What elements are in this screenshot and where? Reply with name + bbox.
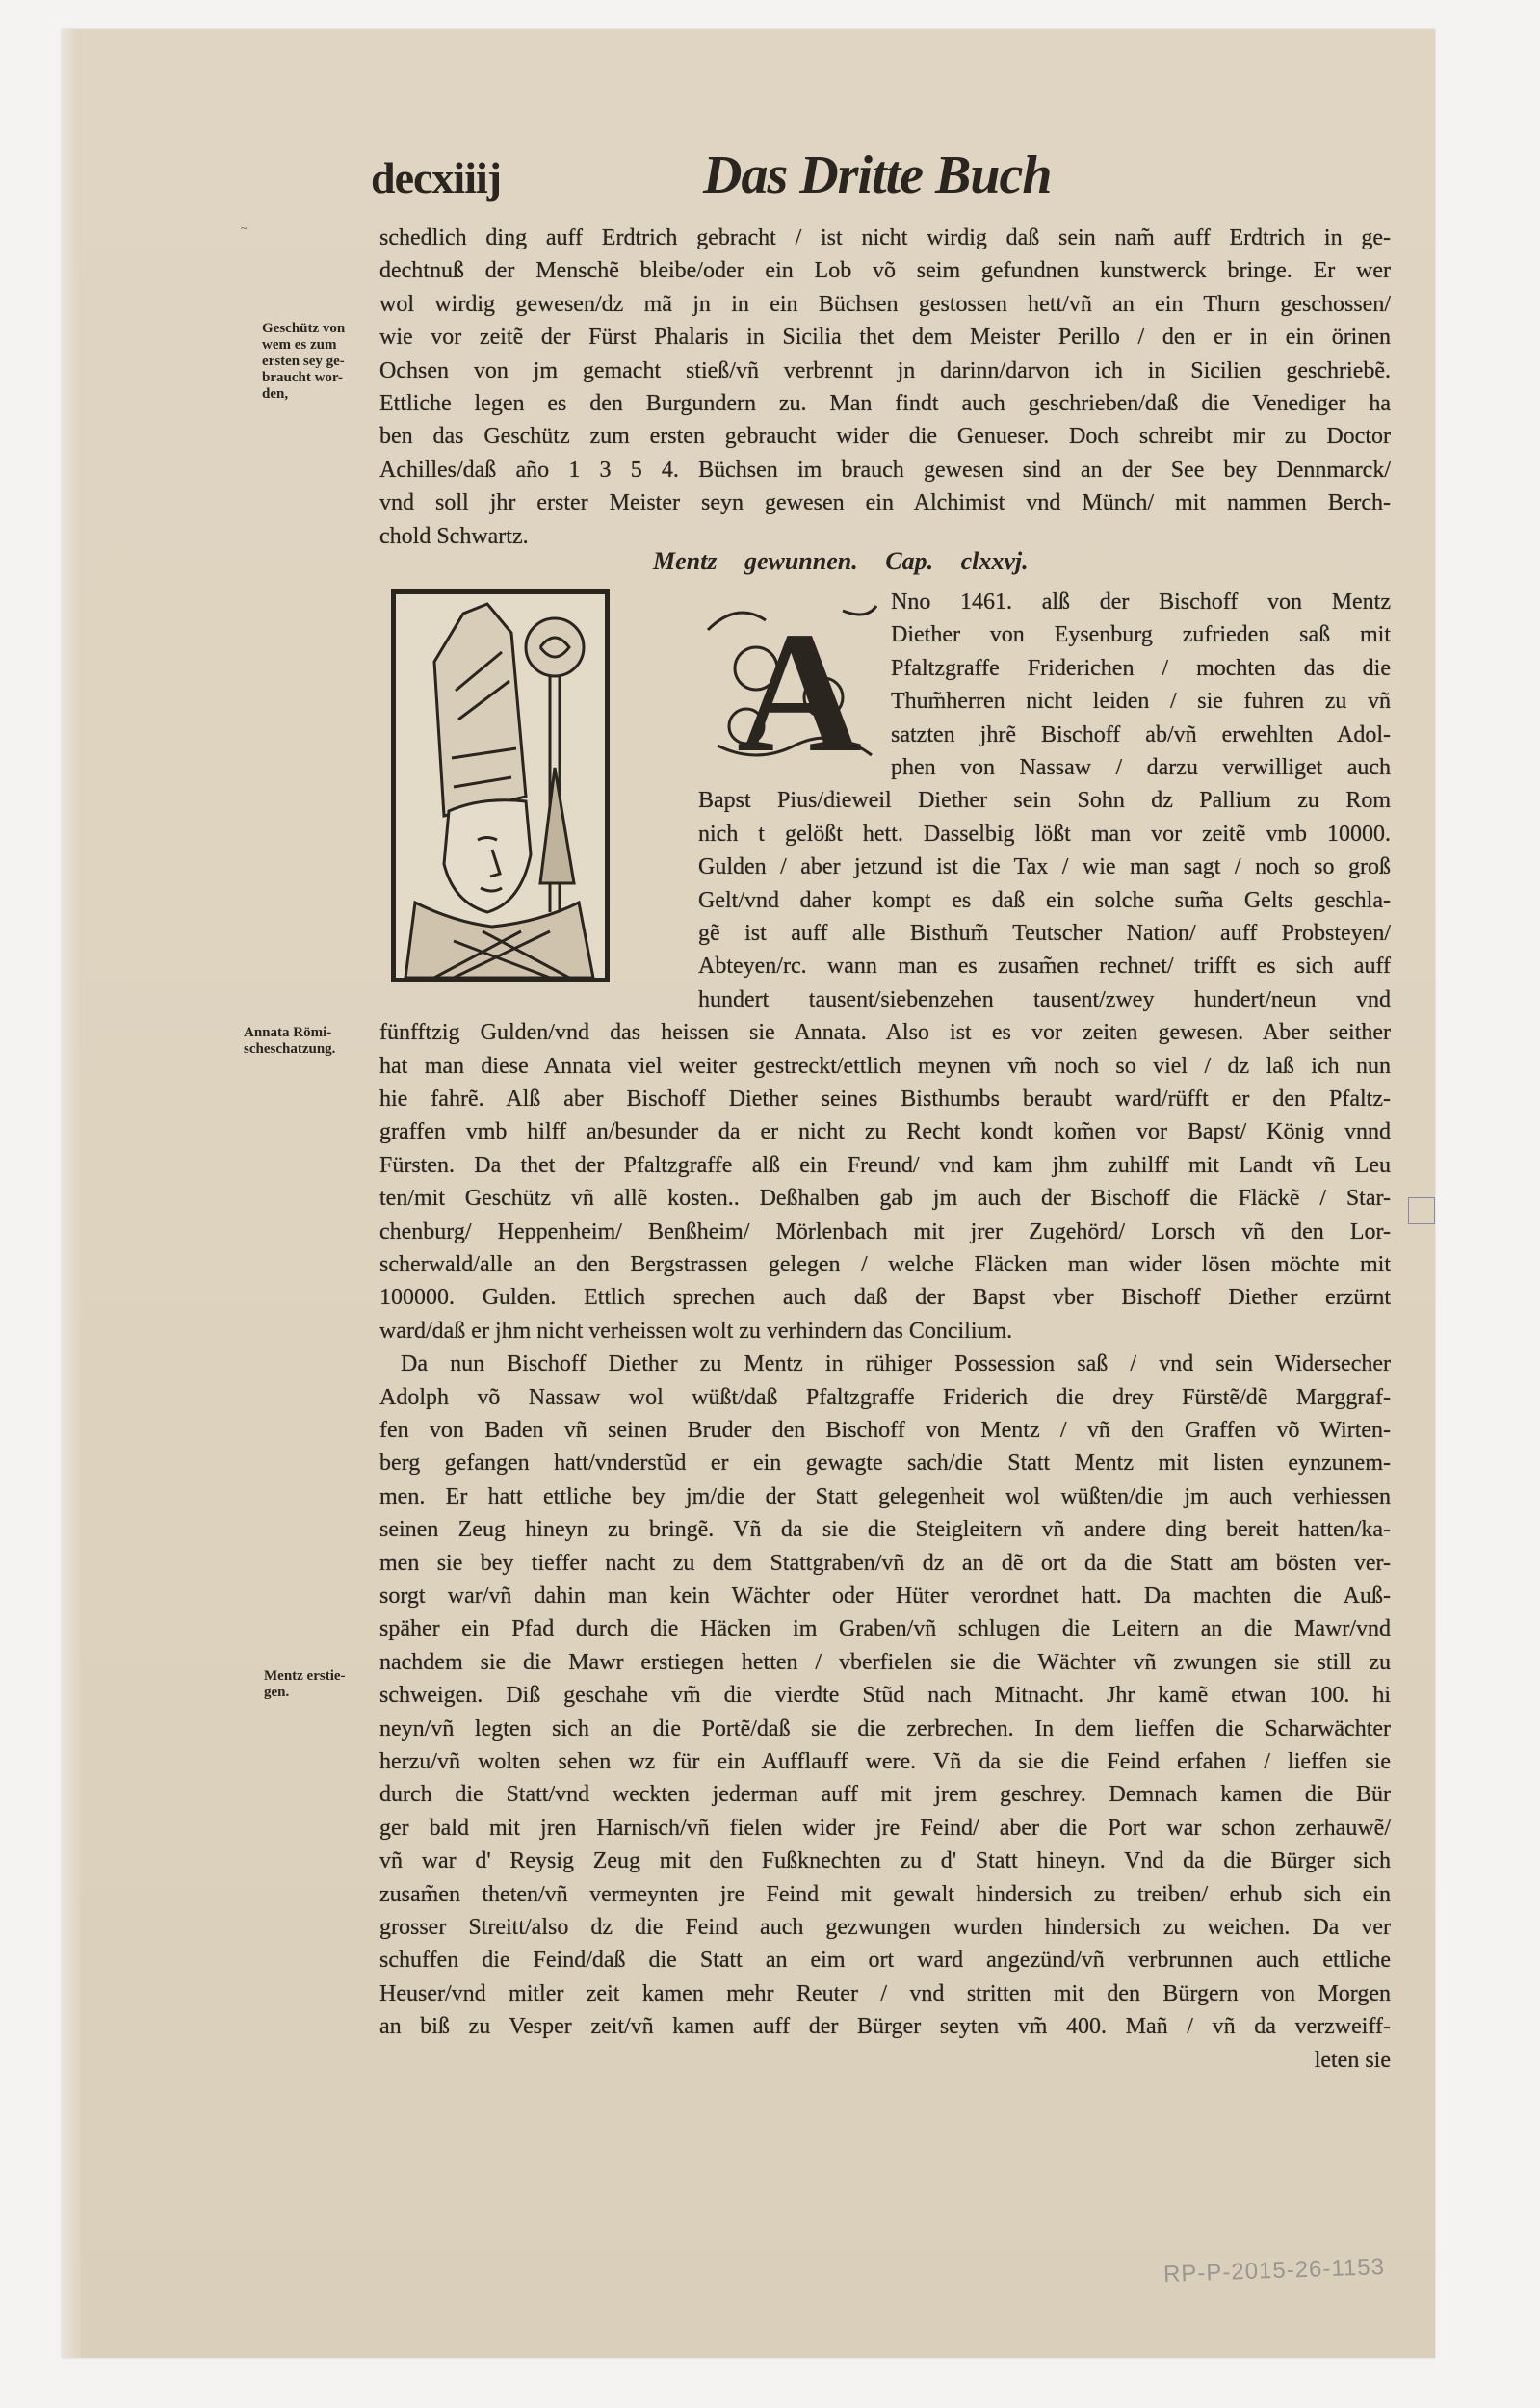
text-line: graffen vmb hilff an/besunder da er nicht zu Recht kondt kom̃en vor Bapst/ König vnnd — [379, 1119, 1391, 1145]
decorated-initial-letter — [698, 591, 883, 771]
text-line: ger bald mit jren Harnisch/vñ fielen wider jre Feind/ aber die Port war schon zerhauwẽ/ — [379, 1815, 1391, 1841]
text-line: fünfftzig Gulden/vnd das heissen sie Annata. Also ist es vor zeiten gewesen. Aber seither — [379, 1020, 1391, 1046]
text-line: Nno 1461. alß der Bischoff von Mentz — [891, 589, 1391, 615]
accession-number: RP-P-2015-26-1153 — [1162, 2253, 1386, 2289]
text-line: Abteyen/rc. wann man es zusam̃en rechnet/ trifft es sich auff — [698, 954, 1391, 980]
text-line: hundert tausent/siebenzehen tausent/zwey hundert/neun vnd — [698, 986, 1391, 1012]
page-number: decxiiij — [371, 153, 502, 202]
text-line: hat man diese Annata viel weiter gestreckt/ettlich meynen vm̃ noch so viel / dz laß ich nun — [379, 1053, 1391, 1079]
text-line: phen von Nassaw / darzu verwilliget auch — [891, 755, 1391, 780]
text-line: ward/daß er jhm nicht verheissen wolt zu verhindern das Concilium. — [379, 1318, 1013, 1344]
text-line: schweigen. Diß geschahe vm̃ die vierdte Stũd nach Mitnacht. Jhr kamẽ etwan 100. hi — [379, 1683, 1391, 1709]
margin-note-line: ersten sey ge- — [262, 353, 345, 369]
margin-note-line: scheschatzung. — [244, 1041, 336, 1057]
text-line: vnd soll jhr erster Meister seyn gewesen ein Alchimist vnd Münch/ mit nammen Berch- — [379, 490, 1391, 516]
text-line: Gulden / aber jetzund ist die Tax / wie man sagt / noch so groß — [698, 854, 1391, 880]
text-line: men sie bey tieffer nacht zu dem Stattgraben/vñ dz an dẽ ort da die Statt am bösten ver- — [379, 1550, 1391, 1576]
text-line: leten sie — [1314, 2047, 1391, 2073]
text-line: fen von Baden vñ seinen Bruder den Bischoff von Mentz / vñ den Graffen võ Wirten- — [379, 1418, 1391, 1443]
text-line: ten/mit Geschütz vñ allẽ kosten.. Deßhalben gab jm auch der Bischoff die Fläckẽ / Star- — [379, 1186, 1391, 1212]
text-line: ben das Geschütz zum ersten gebraucht wider die Genueser. Doch schreibt mir zu Doctor — [379, 424, 1391, 450]
text-line: Ochsen von jm gemacht stieß/vñ verbrennt jn darinn/darvon ich in Sicilien geschriebẽ. — [379, 357, 1391, 383]
text-line: dechtnuß der Menschẽ bleibe/oder ein Lob võ seim gefundnen kunstwerck bringe. Er wer — [379, 258, 1391, 284]
text-line: Heuser/vnd mitler zeit kamen mehr Reuter / vnd stritten mit den Bürgern von Morgen — [379, 1980, 1391, 2006]
text-line: herzu/vñ wolten sehen wz für ein Aufflauff were. Vñ da sie die Feind erfahen / lieffen sie — [379, 1749, 1391, 1774]
margin-note-line: Geschütz von — [262, 321, 346, 336]
text-line: Thum̃herren nicht leiden / sie fuhren zu vñ — [891, 689, 1391, 715]
text-line: nachdem sie die Mawr erstiegen hetten / vberfielen sie die Wächter vñ zwungen sie still zu — [379, 1649, 1391, 1675]
text-line: chenburg/ Heppenheim/ Benßheim/ Mörlenbach mit jrer Zugehörd/ Lorsch vñ den Lor- — [379, 1218, 1391, 1244]
margin-note-line: den, — [262, 386, 289, 402]
bishop-woodcut-illustration — [391, 589, 610, 982]
margin-note-line: wem es zum — [262, 337, 337, 353]
text-line: hie fahrẽ. Alß aber Bischoff Diether seines Bisthumbs beraubt ward/rüfft er den Pfaltz- — [379, 1086, 1391, 1112]
text-line: durch die Statt/vnd weckten jederman auff mit jrem geschrey. Demnach kamen die Bür — [379, 1782, 1391, 1808]
ink-mark: ~ — [241, 222, 248, 235]
text-line: men. Er hatt ettliche bey jm/die der Statt gelegenheit wol wüßten/die jm auch verhiessen — [379, 1483, 1391, 1509]
text-line: nich t gelößt hett. Dasselbig lößt man vor zeitẽ vmb 10000. — [698, 821, 1391, 847]
text-line: Gelt/vnd daher kompt es daß ein solche sum̃a Gelts geschla- — [698, 887, 1391, 913]
text-line: Pfaltzgraffe Friderichen / mochten das die — [891, 655, 1391, 681]
margin-note-line: gen. — [264, 1685, 290, 1700]
text-line: neyn/vñ legten sich an die Portẽ/daß sie die zerbrechen. In dem lieffen die Scharwächter — [379, 1715, 1391, 1741]
text-line: späher ein Pfad durch die Häcken im Graben/vñ schlugen die Leitern an die Mawr/vnd — [379, 1616, 1391, 1642]
margin-note-line: Mentz erstie- — [264, 1668, 346, 1684]
chapter-heading — [653, 547, 1029, 576]
text-line: seinen Zeug hineyn zu bringẽ. Vñ da sie die Steigleitern vñ andere ding bereit hatten/ka- — [379, 1517, 1391, 1543]
chapter-number: clxxvj. — [960, 547, 1029, 575]
text-line: gẽ ist auff alle Bisthum̃ Teutscher Nation/ auff Probsteyen/ — [698, 921, 1391, 946]
text-line: wie vor zeitẽ der Fürst Phalaris in Sicilia thet dem Meister Perillo / den er in ein örinen — [379, 325, 1391, 351]
text-line: Da nun Bischoff Diether zu Mentz in rühiger Possession saß / vnd sein Widersecher — [401, 1351, 1391, 1377]
text-line: Adolph võ Nassaw wol wüßt/daß Pfaltzgraffe Friderich die drey Fürstẽ/dẽ Marggraf- — [379, 1384, 1391, 1410]
margin-note-line: braucht wor- — [262, 370, 344, 385]
running-title: Das Dritte Buch — [703, 145, 1052, 205]
text-line: scherwald/alle an den Bergstrassen gelegen / welche Fläcken man wider lösen möchte mit — [379, 1252, 1391, 1277]
text-line: zusam̃en theten/vñ vermeynten jre Feind mit gewalt hindersich zu treiben/ erhub sich ein — [379, 1881, 1391, 1907]
text-line: Fürsten. Da thet der Pfaltzgraffe alß ein Freund/ vnd kam jhm zuhilff mit Landt vñ Leu — [379, 1152, 1391, 1178]
text-line: wol wirdig gewesen/dz mã jn in ein Büchsen gestossen hett/vñ an ein Thurn geschossen/ — [379, 291, 1391, 317]
margin-note-annata — [244, 1025, 335, 1058]
margin-note-geschuetz — [262, 321, 345, 403]
chapter-title: Mentz gewunnen. — [653, 547, 858, 575]
text-line: chold Schwartz. — [379, 523, 529, 549]
margin-note-mentz — [264, 1668, 346, 1701]
initial-letter: A — [737, 596, 862, 771]
text-line: 100000. Gulden. Ettlich sprechen auch daß der Bapst vber Bischoff Diether erzürnt — [379, 1285, 1391, 1311]
margin-note-line: Annata Römi- — [244, 1025, 332, 1040]
text-line: berg gefangen hatt/vnderstũd er ein gewagte sach/die Statt Mentz mit listen eynzunem- — [379, 1451, 1391, 1477]
text-line: satzten jhrẽ Bischoff ab/vñ erwehlten Adol- — [891, 721, 1391, 747]
text-line: Ettliche legen es den Burgundern zu. Man findt auch geschrieben/daß die Venediger ha — [379, 391, 1391, 416]
text-line: Achilles/daß año 1 3 5 4. Büchsen im brauch gewesen sind an der See bey Dennmarck/ — [379, 457, 1391, 483]
text-line: schedlich ding auff Erdtrich gebracht / ist nicht wirdig daß sein nam̃ auff Erdtrich in ge- — [379, 225, 1391, 250]
text-line: schuffen die Feind/daß die Statt an eim ort ward angezünd/vñ verbrunnen auch ettliche — [379, 1948, 1391, 1974]
text-line: sorgt war/vñ dahin man kein Wächter oder Hüter verordnet hatt. Da machten die Auß- — [379, 1584, 1391, 1609]
text-line: vñ war d' Reysig Zeug mit den Fußknechten zu d' Statt hineyn. Vnd da die Bürger sich — [379, 1848, 1391, 1874]
text-line: an biß zu Vesper zeit/vñ kamen auff der Bürger seyten vm̃ 400. Mañ / vñ da verzweiff- — [379, 2014, 1391, 2040]
text-line: Bapst Pius/dieweil Diether sein Sohn dz Pallium zu Rom — [698, 788, 1391, 814]
text-line: grosser Streitt/also dz die Feind auch gezwungen wurden hindersich zu weichen. Da ver — [379, 1915, 1391, 1940]
collection-stamp — [1408, 1197, 1435, 1224]
text-line: Diether von Eysenburg zufrieden saß mit — [891, 622, 1391, 648]
chapter-cap: Cap. — [885, 547, 934, 575]
